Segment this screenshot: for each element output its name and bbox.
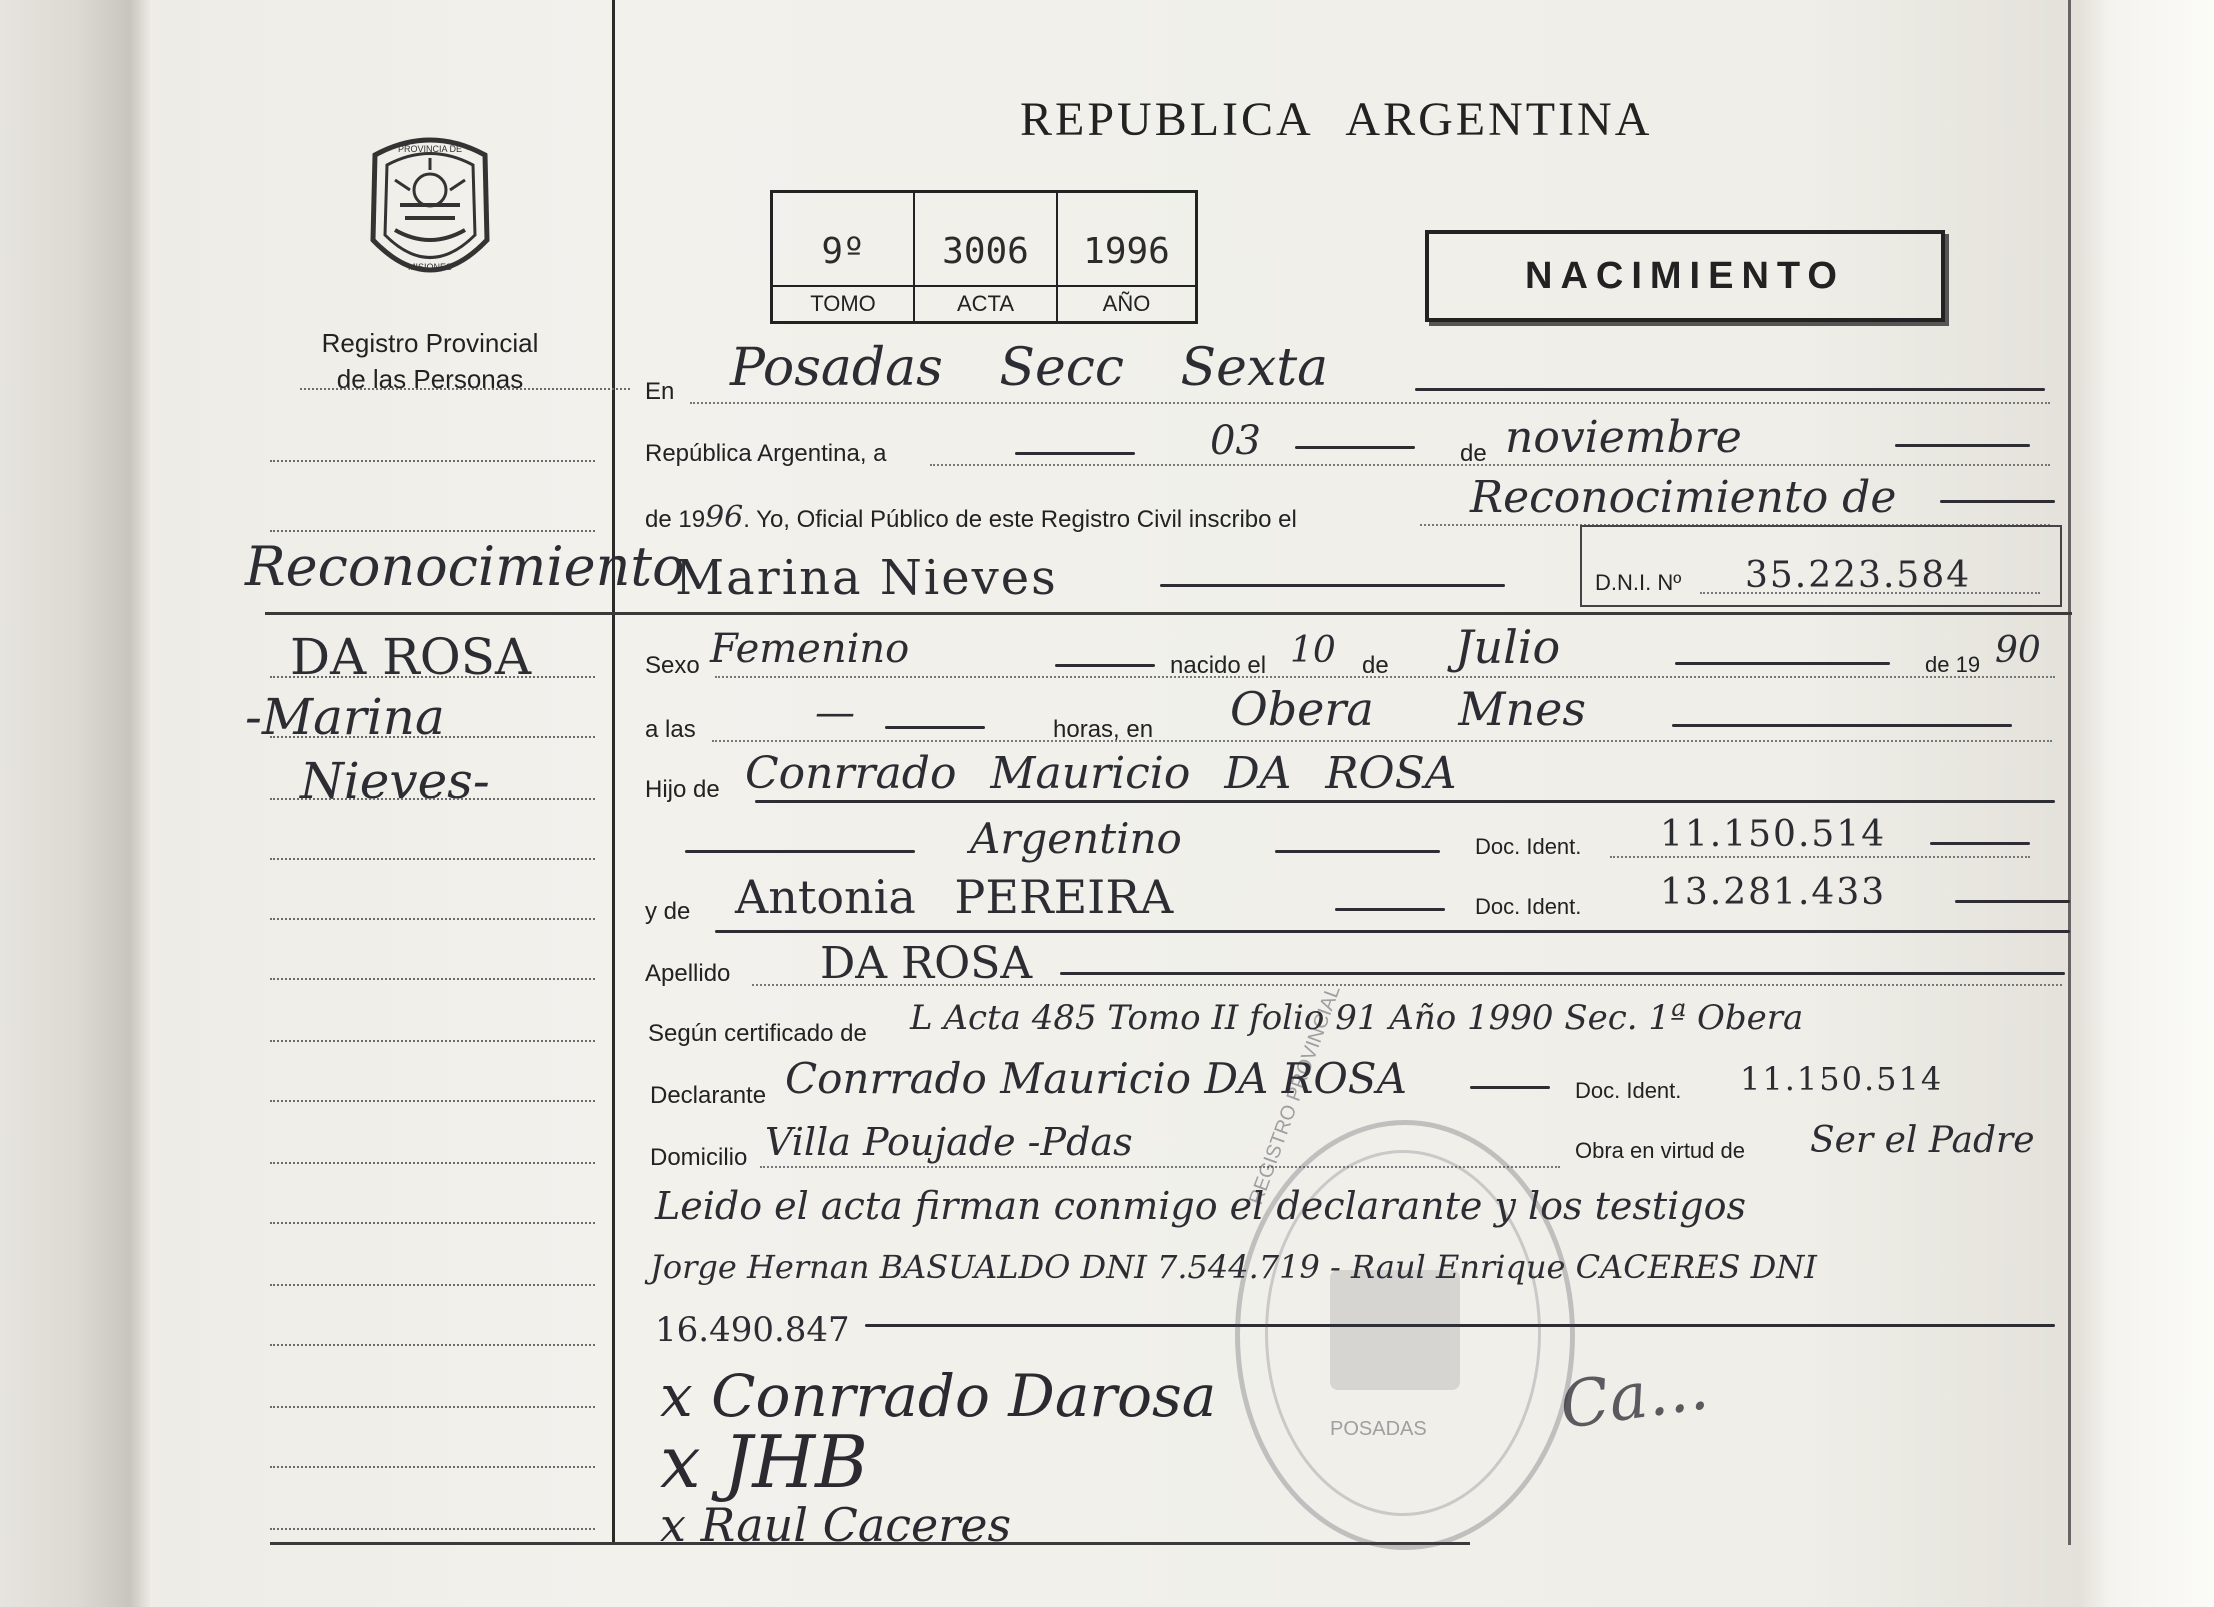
margin-row: [270, 530, 595, 532]
tomo-cell: [773, 193, 915, 321]
margin-row: [270, 918, 595, 920]
day-dash-right: [1295, 446, 1415, 449]
father-nationality-value: Argentino: [970, 814, 1182, 863]
birth-year-value: 90: [1995, 630, 2041, 671]
oficial-text: . Yo, Oficial Público de este Registro Civil inscribo el: [743, 506, 1297, 533]
sexo-dash: [1055, 664, 1155, 667]
alas-label: a las: [645, 716, 696, 743]
hour-value: —: [815, 690, 855, 736]
right-border: [2068, 0, 2071, 1545]
apellido-value: DA ROSA: [820, 938, 1033, 989]
father-doc-value: 11.150.514: [1660, 814, 1887, 855]
declarante-doc-label: Doc. Ident.: [1575, 1078, 1682, 1103]
official-signature: Ca...: [1555, 1350, 1713, 1444]
name-dash: [1160, 584, 1505, 587]
margin-note-underline: [265, 612, 615, 615]
birth-year-label: de 19: [1925, 652, 1981, 677]
registry-name: [250, 325, 610, 397]
apellido-underline: [1060, 972, 2065, 975]
margin-row: [270, 978, 595, 980]
birth-de-label: de: [1362, 652, 1389, 679]
witness-signature-2: x Raul Caceres: [660, 1498, 1012, 1552]
father-doc-dots: [1610, 856, 2030, 858]
acta-value: 3006: [942, 231, 1029, 272]
en-dots: [690, 402, 2050, 404]
country-title: REPUBLICA ARGENTINA: [1020, 93, 1653, 146]
book-binding: [0, 0, 150, 1607]
birth-month-value: Julio: [1455, 620, 1561, 674]
margin-row: [270, 736, 595, 738]
text-line-2: Jorge Hernan BASUALDO DNI 7.544.719 - Raul Enrique CACERES DNI: [650, 1248, 1817, 1286]
child-name-value: Marina Nieves: [675, 550, 1058, 606]
place-value: Obera Mnes: [1230, 682, 1586, 736]
nacido-label: nacido el: [1170, 652, 1267, 679]
birth-month-dash: [1675, 662, 1890, 665]
declarant-signature: x Conrrado Darosa: [660, 1362, 1217, 1430]
margin-row: [270, 1406, 595, 1408]
mother-doc-dash: [1955, 900, 2070, 903]
apellido-label: Apellido: [645, 960, 731, 987]
column-divider: [612, 0, 615, 1545]
margin-row: [270, 1100, 595, 1102]
margin-row: [270, 1222, 595, 1224]
margin-row: [270, 1284, 595, 1286]
margin-row: [270, 460, 595, 462]
margin-note-line-2: DA ROSA: [290, 628, 532, 686]
yde-label: y de: [645, 898, 691, 925]
father-doc-label: Doc. Ident.: [1475, 834, 1582, 859]
section-divider: [612, 612, 2072, 615]
margin-note-line-4: Nieves-: [300, 752, 490, 810]
birth-day-value: 10: [1290, 630, 1336, 671]
hour-dash: [885, 726, 985, 729]
dni-value: 35.223.584: [1745, 555, 1972, 596]
domicilio-label: Domicilio: [650, 1144, 748, 1171]
mother-value: Antonia PEREIRA: [735, 870, 1174, 924]
segun-label: Según certificado de: [648, 1020, 867, 1047]
declarante-value: Conrrado Mauricio DA ROSA: [785, 1054, 1407, 1103]
mother-underline: [715, 930, 2070, 933]
margin-note-line-3: -Marina: [245, 688, 445, 746]
dni-label: D.N.I. Nº: [1595, 570, 1682, 595]
declarante-dash: [1470, 1086, 1550, 1089]
year-prefix-text: de 19: [645, 506, 706, 533]
margin-row: [270, 1162, 595, 1164]
anio-cell: [1058, 193, 1195, 321]
margin-note-line-1: Reconocimiento: [245, 535, 685, 598]
seal-place: POSADAS: [1330, 1418, 1427, 1440]
en-underline: [1415, 388, 2045, 391]
acta-label: ACTA: [915, 285, 1056, 321]
father-doc-dash: [1930, 842, 2030, 845]
seal-emblem: [1330, 1270, 1460, 1390]
date-dots: [930, 464, 2050, 466]
alas-dots: [712, 740, 2052, 742]
nationality-dash-right: [1275, 850, 1440, 853]
inscribo-dash: [1940, 500, 2055, 503]
mother-dash: [1335, 908, 1445, 911]
month-dash: [1895, 444, 2030, 447]
margin-row: [270, 798, 595, 800]
hijo-label: Hijo de: [645, 776, 720, 803]
sexo-value: Femenino: [710, 626, 910, 672]
domicilio-value: Villa Poujade -Pdas: [765, 1120, 1133, 1164]
anio-value: 1996: [1083, 231, 1170, 272]
declarante-doc-value: 11.150.514: [1740, 1060, 1944, 1098]
margin-row: [270, 676, 595, 678]
horas-label: horas, en: [1053, 716, 1154, 743]
tomo-label: TOMO: [773, 285, 913, 321]
republica-label: República Argentina, a: [645, 440, 887, 467]
mother-doc-label: Doc. Ident.: [1475, 894, 1582, 919]
father-underline: [755, 800, 2055, 803]
obra-value: Ser el Padre: [1810, 1120, 2035, 1161]
month-value: noviembre: [1505, 412, 1742, 463]
emblem-bottom-text: MISIONES: [407, 262, 453, 272]
acta-cell: [915, 193, 1058, 321]
registry-line-1: Registro Provincial: [321, 328, 539, 358]
record-type-box: NACIMIENTO: [1425, 230, 1945, 322]
declarante-label: Declarante: [650, 1082, 767, 1109]
text-line-1: Leido el acta firman conmigo el declarante y los testigos: [655, 1184, 1746, 1228]
emblem-top-text: PROVINCIA DE: [397, 144, 463, 154]
margin-row: [270, 858, 595, 860]
en-label: En: [645, 378, 675, 405]
year-value: 96: [705, 500, 744, 535]
margin-row: [270, 1344, 595, 1346]
obra-label: Obra en virtud de: [1575, 1138, 1745, 1163]
text-line-3: 16.490.847: [655, 1310, 850, 1350]
month-de-label: de: [1460, 440, 1487, 467]
day-value: 03: [1210, 418, 1261, 464]
nationality-dash-left: [685, 850, 915, 853]
mother-doc-value: 13.281.433: [1660, 872, 1887, 913]
seal-text: REGISTRO PROVINCIAL: [1245, 982, 1345, 1208]
day-dash-left: [1015, 452, 1135, 455]
margin-row: [270, 1466, 595, 1468]
segun-value: L Acta 485 Tomo II folio 91 Año 1990 Sec. 1ª Obera: [910, 998, 1804, 1038]
inscribo-value: Reconocimiento de: [1470, 472, 1897, 523]
place-dash: [1672, 724, 2012, 727]
witness-signature-1: x JHB: [660, 1420, 869, 1504]
margin-row: [300, 388, 630, 390]
margin-row: [270, 1040, 595, 1042]
province-emblem-icon: [355, 130, 505, 295]
father-value: Conrrado Mauricio DA ROSA: [745, 748, 1457, 799]
registry-line-2: de las Personas: [336, 364, 524, 394]
sexo-label: Sexo: [645, 652, 700, 679]
en-value: Posadas Secc Sexta: [730, 338, 1329, 398]
year-prefix-label: [645, 500, 1297, 535]
record-number-box: [770, 190, 1198, 324]
margin-row: [270, 1528, 595, 1530]
anio-label: AÑO: [1058, 285, 1195, 321]
tomo-value: 9º: [821, 231, 865, 272]
